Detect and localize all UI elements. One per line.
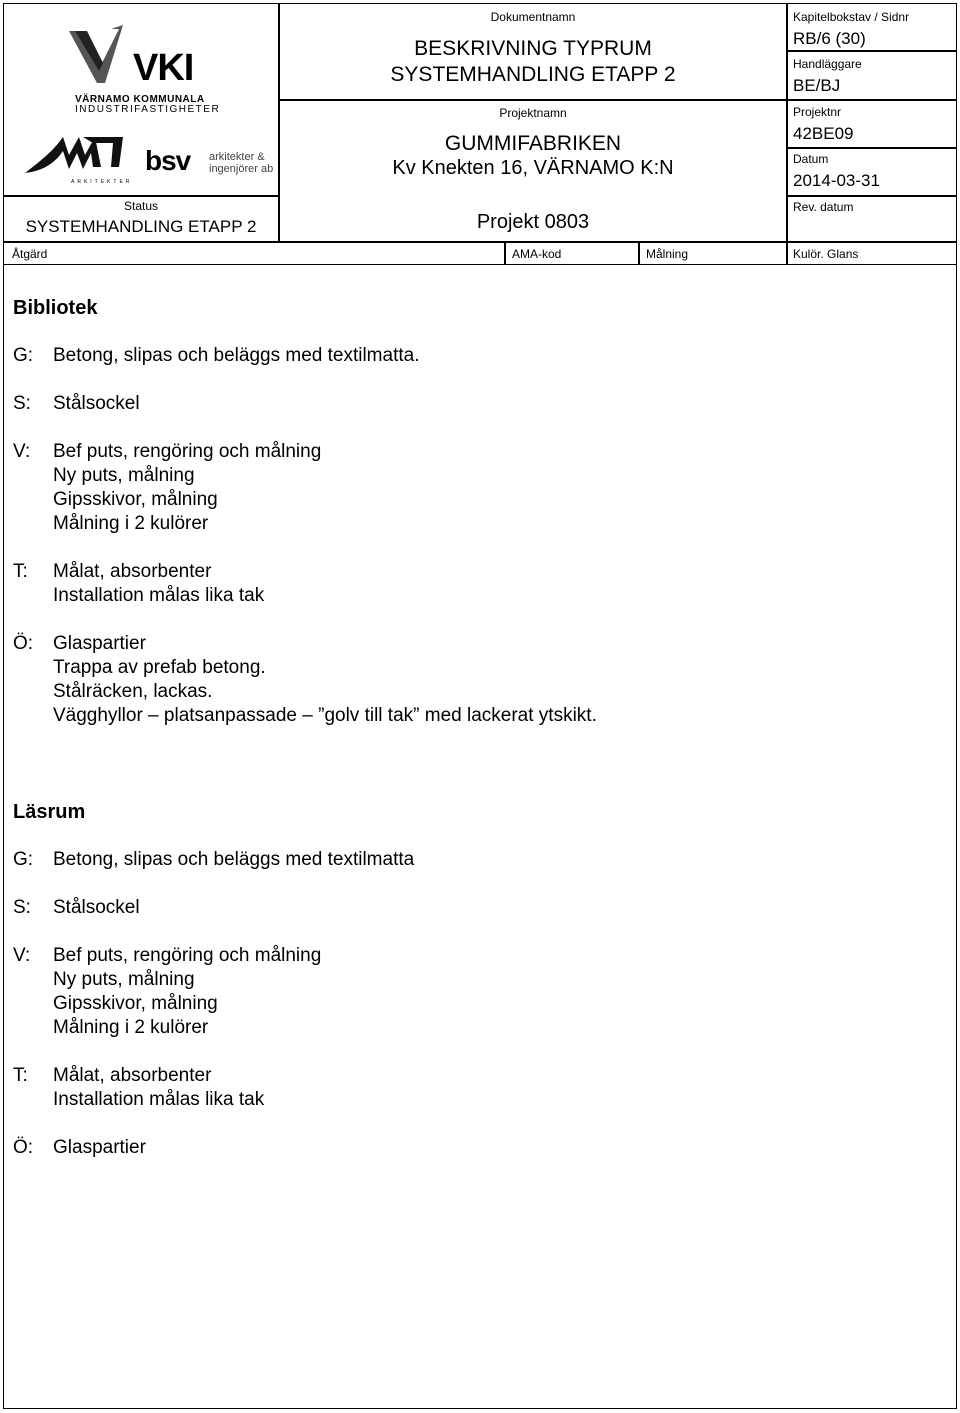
entry-line: Stålsockel [53,897,140,918]
col-kulor-cell [787,242,957,265]
entry-tak [13,560,943,608]
entry-line: Vägghyllor – platsanpassade – ”golv till tak” med lackerat ytskikt. [53,705,597,726]
entry-line: Målat, absorbenter [53,1065,212,1086]
entry-code: T: [13,1065,28,1086]
col-atgard: Åtgärd [12,247,48,261]
dokumentnamn-line1: BESKRIVNING TYPRUM [414,37,652,60]
vki-logo-letters: VKI [133,47,194,89]
projekt-number: Projekt 0803 [476,211,590,233]
projektnr-value: 42BE09 [793,124,854,143]
entry-line: Ny puts, målning [53,465,195,486]
entry-code: G: [13,345,34,366]
entry-vagg [13,440,943,536]
entry-line: Stålräcken, lackas. [53,681,213,702]
section-title: Bibliotek [13,297,98,319]
entry-golv [13,848,943,872]
projektnamn-cell [279,100,787,242]
mm-logo-sub: ARKITEKTER [71,179,133,185]
entry-line: Bef puts, rengöring och målning [53,441,322,462]
document-header [3,3,957,265]
entry-tak [13,1064,943,1112]
entry-line: Ny puts, målning [53,969,195,990]
entry-code: Ö: [13,1137,34,1158]
dokumentnamn-label: Dokumentnamn [490,10,576,24]
entry-line: Installation målas lika tak [53,585,265,606]
entry-golv [13,344,943,368]
kapitel-cell [787,3,957,51]
revdatum-cell [787,196,957,242]
entry-sockel [13,896,943,920]
handlaggare-cell [787,51,957,100]
col-atgard-cell [3,242,505,265]
entry-line: Glaspartier [53,1137,146,1158]
entry-line: Installation målas lika tak [53,1089,265,1110]
datum-cell [787,148,957,196]
status-cell [3,196,279,242]
mm-logo [23,133,131,183]
entry-vagg [13,944,943,1040]
entry-line: Målning i 2 kulörer [53,513,209,534]
entry-code: V: [13,441,31,462]
section-lasrum [13,800,943,1160]
vki-logo-line1: VÄRNAMO KOMMUNALA [75,94,205,105]
entry-code: G: [13,849,34,870]
col-kulor: Kulör. Glans [793,247,859,261]
entry-line: Betong, slipas och beläggs med textilmatta [53,849,415,870]
projektnamn-line2: Kv Knekten 16, VÄRNAMO K:N [392,157,674,179]
section-bibliotek [13,296,943,728]
entry-line: Stålsockel [53,393,140,414]
projektnamn-line1: GUMMIFABRIKEN [444,132,622,155]
status-label: Status [123,199,159,213]
entry-code: S: [13,897,31,918]
entry-code: S: [13,393,31,414]
entry-line: Glaspartier [53,633,146,654]
col-ama: AMA-kod [512,247,562,261]
entry-line: Betong, slipas och beläggs med textilmatta. [53,345,420,366]
entry-code: T: [13,561,28,582]
status-value: SYSTEMHANDLING ETAPP 2 [25,217,257,236]
dokumentnamn-cell [279,3,787,100]
projektnr-cell [787,100,957,148]
section-title: Läsrum [13,801,86,823]
entry-ovrigt [13,1136,943,1160]
handlaggare-value: BE/BJ [793,76,841,95]
entry-line: Bef puts, rengöring och målning [53,945,322,966]
kapitel-value: RB/6 (30) [793,29,866,48]
projektnamn-label: Projektnamn [499,106,567,120]
entry-line: Målning i 2 kulörer [53,1017,209,1038]
col-malning-cell [639,242,787,265]
dokumentnamn-line2: SYSTEMHANDLING ETAPP 2 [390,63,676,86]
entry-code: V: [13,945,31,966]
datum-value: 2014-03-31 [793,171,880,190]
handlaggare-label: Handläggare [793,57,862,71]
entry-ovrigt [13,632,943,728]
bsv-logo-tag1: arkitekter & [209,151,265,163]
col-ama-cell [505,242,639,265]
datum-label: Datum [793,152,829,166]
revdatum-label: Rev. datum [793,200,854,214]
col-malning: Målning [646,247,689,261]
entry-line: Gipsskivor, målning [53,489,218,510]
projektnr-label: Projektnr [793,105,842,119]
entry-line: Trappa av prefab betong. [53,657,266,678]
bsv-logo-tag2: ingenjörer ab [209,163,274,175]
bsv-logo-letters: bsv [145,145,191,176]
vki-logo-line2: INDUSTRIFASTIGHETER [75,104,221,115]
entry-line: Gipsskivor, målning [53,993,218,1014]
entry-sockel [13,392,943,416]
document-body [13,296,943,1160]
entry-code: Ö: [13,633,34,654]
entry-line: Målat, absorbenter [53,561,212,582]
kapitel-label: Kapitelbokstav / Sidnr [793,10,910,24]
